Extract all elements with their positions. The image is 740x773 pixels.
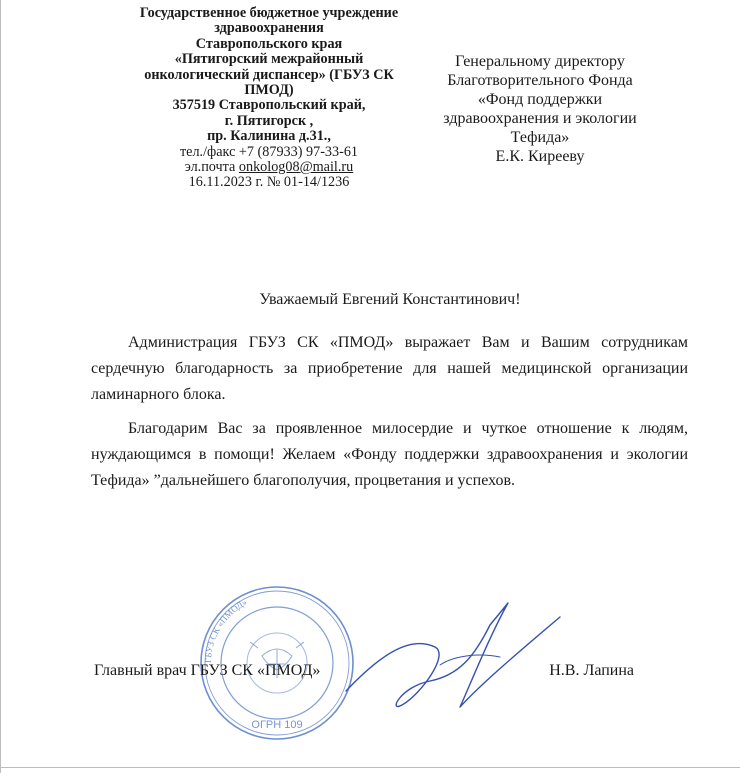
sender-header — [110, 6, 428, 191]
sender-org-line: здравоохранения — [214, 20, 324, 37]
page-edge-bottom — [0, 767, 740, 768]
recipient-line: Благотворительного Фонда — [447, 72, 633, 89]
stamp-ogrn-text: ОГРН 109 — [251, 719, 303, 731]
page-edge-left — [0, 0, 1, 773]
letter-paragraph: Благодарим Вас за проявленное милосердие и чуткое отношение к людям, нуждающимся в помощи! Желаем «Фонду поддержки здравоохранения и экологии Тефида» ˮдальнейшего благополучия, процветания и успехов. — [91, 420, 688, 489]
recipient-line: Тефида» — [510, 129, 570, 146]
sender-email-line — [110, 160, 428, 175]
handwritten-signature — [340, 595, 570, 725]
sender-address-line: 357519 Ставропольский край, — [172, 97, 366, 114]
sender-date-number: 16.11.2023 г. № 01-14/1236 — [188, 174, 350, 191]
recipient-line: «Фонд поддержки — [477, 91, 603, 108]
sender-org-line: Ставропольского края — [195, 35, 343, 52]
letter-body — [91, 330, 688, 502]
sender-phone: тел./факс +7 (87933) 97-33-61 — [179, 143, 359, 160]
letter-greeting: Уважаемый Евгений Константинович! — [259, 291, 521, 308]
sender-address-line: пр. Калинина д.31., — [207, 128, 331, 145]
recipient-name: Е.К. Кирееву — [495, 148, 585, 165]
sender-email-link[interactable]: onkolog08@mail.ru — [238, 159, 354, 176]
letter-paragraph: Администрация ГБУЗ СК «ПМОД» выражает Вам и Вашим сотрудникам сердечную благодарность за приобретение для нашей медицинской организации ламинарного блока. — [91, 334, 688, 403]
recipient-line: здравоохранения и экологии — [443, 110, 637, 127]
recipient-line: Генеральному директору — [455, 53, 625, 70]
sender-org-line: онкологический диспансер» (ГБУЗ СК — [144, 66, 394, 83]
stamp-ring-text: ГБУЗ СК «ПМОД» — [202, 596, 249, 664]
signature-line — [94, 662, 634, 682]
recipient-block — [420, 52, 660, 166]
sender-address-line: г. Пятигорск , — [224, 112, 314, 129]
signatory-name: Н.В. Лапина — [549, 662, 634, 679]
sender-org-line: ПМОД) — [244, 82, 294, 99]
sender-email-label: эл.почта — [184, 159, 239, 176]
sender-org-line: «Пятигорский межрайонный — [174, 51, 364, 68]
signatory-position: Главный врач ГБУЗ СК «ПМОД» — [94, 662, 321, 679]
sender-org-line: Государственное бюджетное учреждение — [139, 5, 399, 21]
